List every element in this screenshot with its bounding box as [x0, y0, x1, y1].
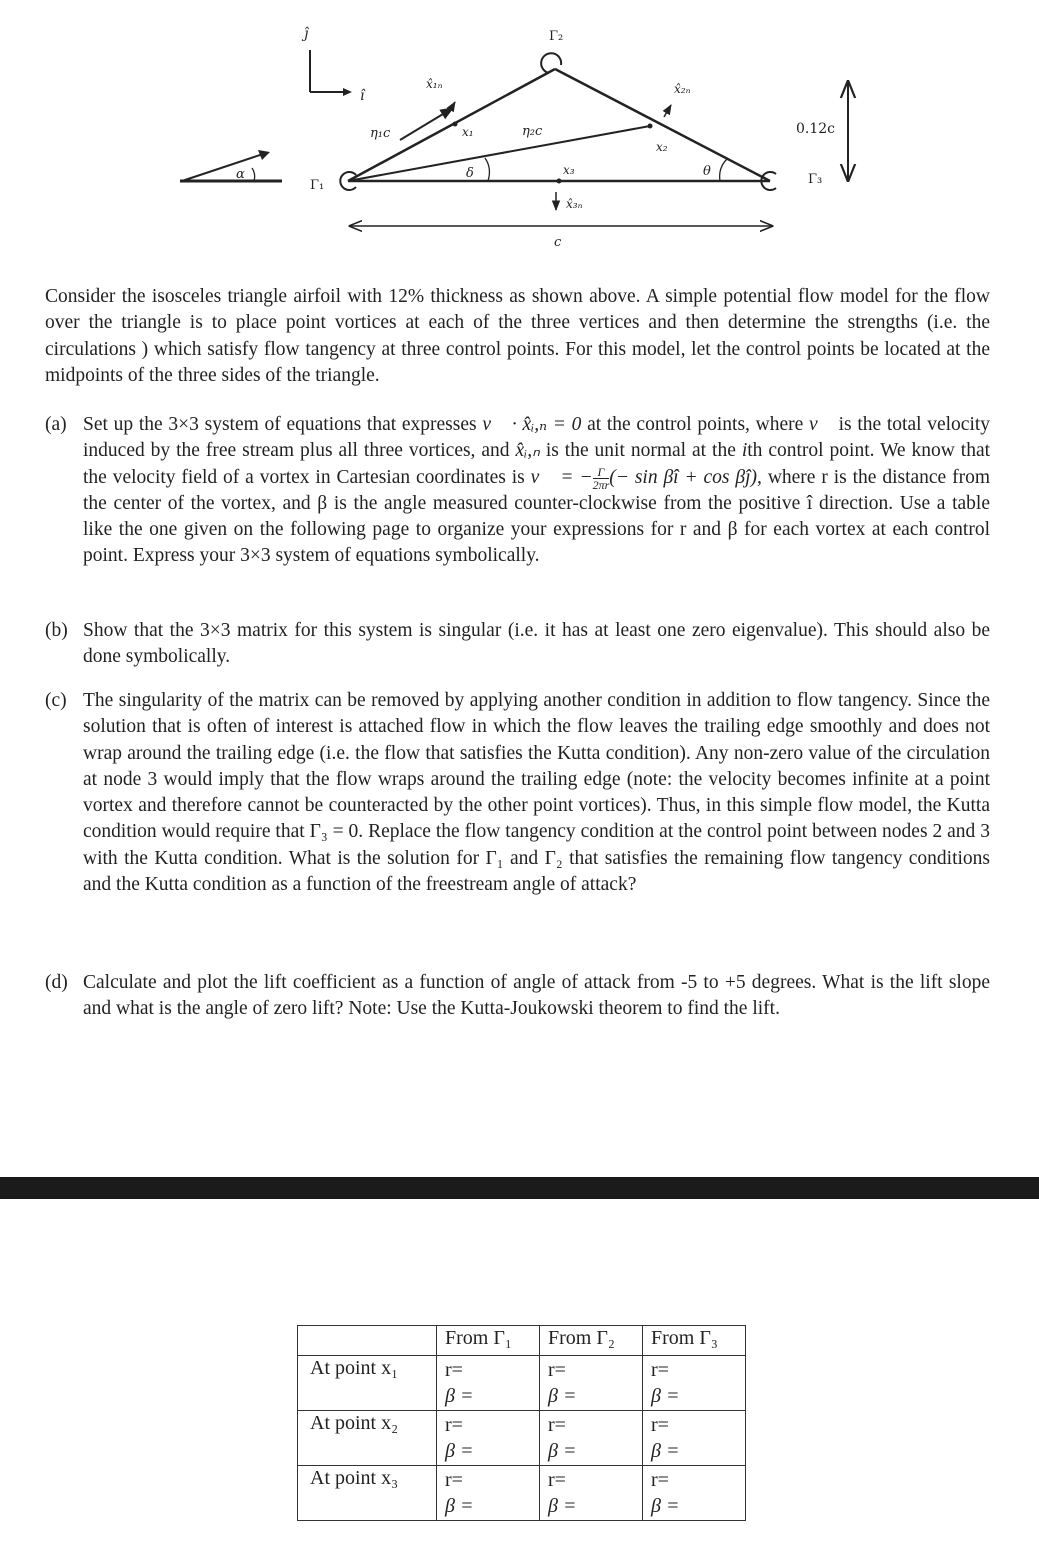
gamma1-label: Γ₁	[310, 178, 325, 193]
r-beta-table	[297, 1325, 746, 1521]
tangency-equation: v⃗ · x̂ᵢ,ₙ = 0	[482, 414, 582, 435]
row-label-x2: At point x₂	[298, 1411, 437, 1466]
page-divider	[0, 1177, 1039, 1199]
x2-label: x₂	[656, 140, 668, 154]
eta1c-arrow	[400, 108, 453, 140]
control-point-x3	[557, 179, 562, 184]
part-d-text: Calculate and plot the lift coefficient as a function of angle of attack from -5 to +5 degrees. What is the lift slope and what is the angle of zero lift? Note: Use the Kutta-Joukowski theorem to find the lift.	[83, 972, 990, 1020]
table-header-gamma3: From Γ₃	[643, 1326, 746, 1356]
gamma3-label: Γ₃	[808, 172, 823, 187]
eta1c-label: η₁c	[370, 126, 391, 141]
part-a	[45, 412, 990, 570]
table-row	[298, 1411, 746, 1466]
table-cell: r= β =	[437, 1356, 540, 1411]
alpha-label: α	[236, 167, 245, 182]
table-cell: r= β =	[437, 1466, 540, 1521]
row-label-x1: At point x₁	[298, 1356, 437, 1411]
control-point-x2	[648, 124, 653, 129]
table-header-row	[298, 1326, 746, 1356]
x1-label: x₁	[462, 125, 474, 139]
delta-label: δ	[466, 166, 474, 181]
part-c	[45, 688, 990, 898]
part-a-text: Set up the 3×3 system of equations that expresses v⃗ · x̂ᵢ,ₙ = 0 at the control points, where v⃗ is the total velocity induced by the free stream plus all three vortices, and x̂ᵢ,ₙ is the unit normal at the ith control point. We know that the velocity field of a vortex in Cartesian coordinates is v⃗ = − $\frac{\Gamma}{2\pi r}$ (− sin βî + cos βĵ), where r is the distance from the center of the vortex, and β is the angle measured counter-clockwise from the positive î direction. Use a table like the one given on the following page to organize your expressions for r and β for each vortex at each control point. Express your 3×3 system of equations symbolically.	[83, 414, 991, 567]
part-c-label: (c)	[45, 690, 67, 711]
vortex-fraction: $\frac{\Gamma}{2\pi r}$	[592, 464, 610, 492]
normal-x2n-arrow	[664, 105, 671, 117]
airfoil-figure	[0, 0, 1039, 260]
x1n-label: x̂₁ₙ	[426, 77, 443, 91]
vortex-equation: v⃗ = −	[530, 466, 593, 488]
table-cell: r= β =	[643, 1411, 746, 1466]
x3-label: x₃	[563, 163, 575, 177]
table-cell: r= β =	[540, 1411, 643, 1466]
part-a-label: (a)	[45, 414, 67, 435]
table-cell: r= β =	[643, 1466, 746, 1521]
table-header-gamma2: From Γ₂	[540, 1326, 643, 1356]
part-b-text: Show that the 3×3 matrix for this system is singular (i.e. it has at least one zero eigenvalue). This should also be done symbolically.	[83, 620, 990, 668]
table-header-empty	[298, 1326, 437, 1356]
table-cell: r= β =	[540, 1356, 643, 1411]
part-d	[45, 970, 990, 1023]
x2n-label: x̂₂ₙ	[674, 82, 691, 96]
table-cell: r= β =	[643, 1356, 746, 1411]
table-cell: r= β =	[437, 1411, 540, 1466]
control-point-x1	[453, 122, 458, 127]
table-header-gamma1: From Γ₁	[437, 1326, 540, 1356]
table-row	[298, 1356, 746, 1411]
alpha-wedge	[180, 150, 282, 181]
chord-label: c	[554, 235, 562, 250]
intro-paragraph: Consider the isosceles triangle airfoil with 12% thickness as shown above. A simple potential flow model for the flow over the triangle is to place point vortices at each of the three vertices and then determine the strengths (i.e. the circulations ) which satisfy flow tangency at three control points. For this model, let the control points be located at the midpoints of the three sides of the triangle.	[45, 286, 990, 386]
part-b	[45, 618, 990, 671]
part-b-label: (b)	[45, 620, 68, 641]
theta-label: θ	[703, 164, 711, 179]
axes-icon	[310, 50, 352, 96]
j-hat-label: ĵ	[304, 26, 309, 42]
x3n-label: x̂₃ₙ	[566, 197, 583, 211]
gamma2-label: Γ₂	[549, 29, 564, 44]
part-c-text: The singularity of the matrix can be removed by applying another condition in addition to flow tangency. Since the solution that is often of interest is attached flow in which the flow leaves the trailing edge smoothly and does not wrap around the trailing edge (i.e. the flow that satisfies the Kutta condition). Any non-zero value of the circulation at node 3 would imply that the flow wraps around the trailing edge (note: the velocity becomes infinite at a point vortex and therefore cannot be counteracted by the other point vortices). Thus, in this simple flow model, the Kutta condition would require that Γ₃ = 0. Replace the flow tangency condition at the control point between nodes 2 and 3 with the Kutta condition. What is the solution for Γ₁ and Γ₂ that satisfies the remaining flow tangency conditions and the Kutta condition as a function of the freestream angle of attack?	[83, 690, 990, 896]
table-row	[298, 1466, 746, 1521]
thickness-label: 0.12c	[796, 121, 836, 137]
table-cell: r= β =	[540, 1466, 643, 1521]
row-label-x3: At point x₃	[298, 1466, 437, 1521]
part-d-label: (d)	[45, 972, 68, 993]
i-hat-label: î	[360, 88, 365, 104]
eta2c-label: η₂c	[522, 124, 543, 139]
